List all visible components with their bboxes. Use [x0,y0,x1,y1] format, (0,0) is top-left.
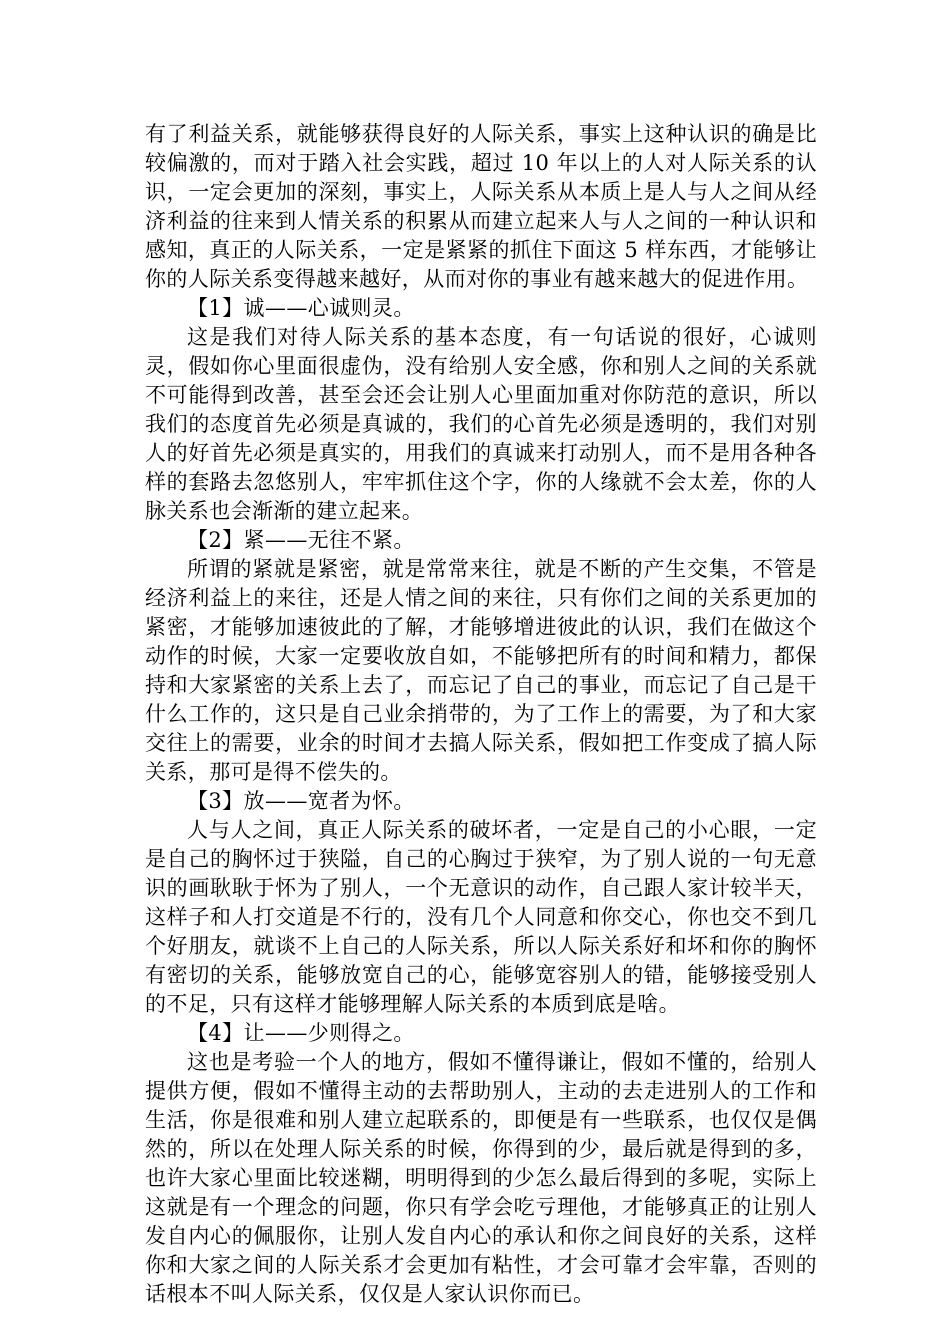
section-heading-2: 【2】紧——无往不紧。 [187,528,415,552]
section-heading-4: 【4】让——少则得之。 [187,1021,415,1045]
section-heading-1: 【1】诚——心诚则灵。 [187,296,415,320]
section-body-3: 人与人之间，真正人际关系的破坏者，一定是自己的小心眼，一定是自己的胸怀过于狭隘，自己的心胸过于狭窄，为了别人说的一句无意识的画耿耿于怀为了别人，一个无意识的动作，自己跟人家计较半天，这样子和人打交道是不行的，没有几个人同意和你交心，你也交不到几个好朋友，就谈不上自己的人际关系，所以人际关系好和坏和你的胸怀有密切的关系，能够放宽自己的心，能够宽容别人的错，能够接受别人的不足，只有这样才能够理解人际关系的本质到底是啥。 [145,818,817,1016]
section-body-2: 所谓的紧就是紧密，就是常常来往，就是不断的产生交集，不管是经济利益上的来往，还是人情之间的来往，只有你们之间的关系更加的紧密，才能够加速彼此的了解，才能够增进彼此的认识，我们在做这个动作的时候，大家一定要收放自如，不能够把所有的时间和精力，都保持和大家紧密的关系上去了，而忘记了自己的事业，而忘记了自己是干什么工作的，这只是自己业余捎带的，为了工作上的需要，为了和大家交往上的需要，业余的时间才去搞人际关系，假如把工作变成了搞人际关系，那可是得不偿失的。 [145,557,817,784]
section-body-4: 这也是考验一个人的地方，假如不懂得谦让，假如不懂的，给别人提供方便，假如不懂得主动的去帮助别人，主动的去走进别人的工作和生活，你是很难和别人建立起联系的，即便是有一些联系，也仅仅是偶然的，所以在处理人际关系的时候，你得到的少，最后就是得到的多，也许大家心里面比较迷糊，明明得到的少怎么最后得到的多呢，实际上这就是有一个理念的问题，你只有学会吃亏理他，才能够真正的让别人发自内心的佩服你，让别人发自内心的承认和你之间良好的关系，这样你和大家之间的人际关系才会更加有粘性，才会可靠才会牢靠，否则的话根本不叫人际关系，仅仅是人家认识你而已。 [145,1050,817,1306]
section-body-1: 这是我们对待人际关系的基本态度，有一句话说的很好，心诚则灵，假如你心里面很虚伪，没有给别人安全感，你和别人之间的关系就不可能得到改善，甚至会还会让别人心里面加重对你防范的意识，所以我们的态度首先必须是真诚的，我们的心首先必须是透明的，我们对别人的好首先必须是真实的，用我们的真诚来打动别人，而不是用各种各样的套路去忽悠别人，牢牢抓住这个字，你的人缘就不会太差，你的人脉关系也会渐渐的建立起来。 [145,325,817,523]
document-page [145,120,817,1309]
intro-paragraph: 有了利益关系，就能够获得良好的人际关系，事实上这种认识的确是比较偏激的，而对于踏入社会实践，超过 10 年以上的人对人际关系的认识，一定会更加的深刻，事实上，人际关系从本质上是人与人之间从经济利益的往来到人情关系的积累从而建立起来人与人之间的一种认识和感知，真正的人际关系，一定是紧紧的抓住下面这 5 样东西，才能够让你的人际关系变得越来越好，从而对你的事业有越来越大的促进作用。 [145,122,817,291]
section-heading-3: 【3】放——宽者为怀。 [187,789,415,813]
